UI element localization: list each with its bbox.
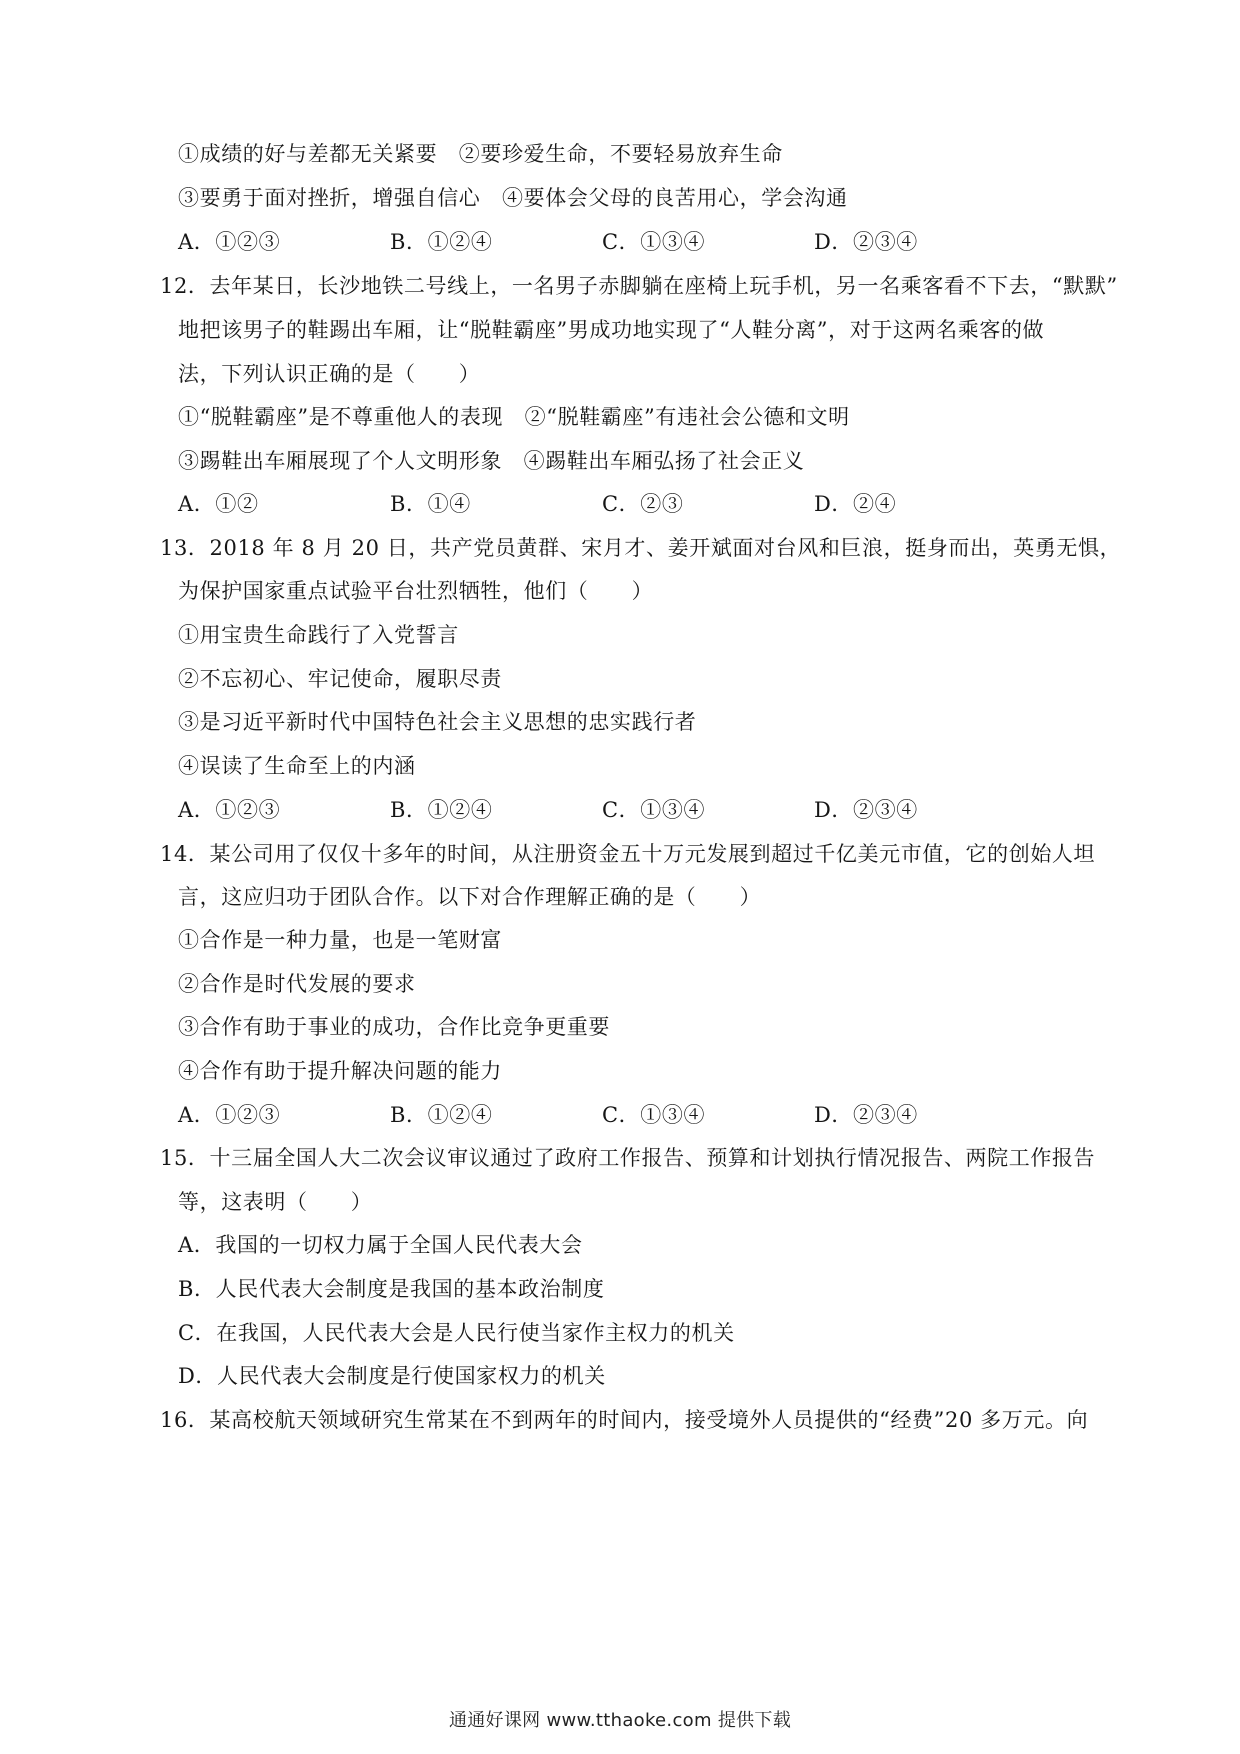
q13-stem-1: 13．2018 年 8 月 20 日，共产党员黄群、宋月才、姜开斌面对台风和巨浪，挺身而出，英勇无惧， — [160, 536, 1122, 560]
q12-option-b: B．①④ — [390, 492, 471, 516]
q15-option-c: C．在我国，人民代表大会是人民行使当家作主权力的机关 — [178, 1321, 735, 1345]
q13-stem-2: 为保护国家重点试验平台壮烈牺牲，他们（ ） — [178, 579, 654, 603]
q14-option-a: A．①②③ — [178, 1103, 281, 1127]
q14-stem-1: 14．某公司用了仅仅十多年的时间，从注册资金五十万元发展到超过千亿美元市值，它的创始人坦 — [160, 842, 1096, 866]
q13-options — [178, 796, 958, 824]
q11-option-c: C．①③④ — [602, 230, 706, 254]
q11-statements-2: ③要勇于面对挫折，增强自信心 ④要体会父母的良苦用心，学会沟通 — [178, 186, 848, 210]
q12-option-a: A．①② — [178, 492, 259, 516]
q15-option-a: A．我国的一切权力属于全国人民代表大会 — [178, 1233, 583, 1257]
q15-stem-1: 15．十三届全国人大二次会议审议通过了政府工作报告、预算和计划执行情况报告、两院工作报告 — [160, 1146, 1096, 1170]
q12-options — [178, 490, 958, 518]
q13-statement-3: ③是习近平新时代中国特色社会主义思想的忠实践行者 — [178, 710, 697, 734]
q15-stem-2: 等，这表明（ ） — [178, 1190, 373, 1214]
q11-options — [178, 228, 958, 256]
q14-option-b: B．①②④ — [390, 1103, 493, 1127]
q12-option-c: C．②③ — [602, 492, 684, 516]
q15-option-b: B．人民代表大会制度是我国的基本政治制度 — [178, 1277, 605, 1301]
q11-option-d: D．②③④ — [814, 230, 918, 254]
q14-statement-4: ④合作有助于提升解决问题的能力 — [178, 1059, 502, 1083]
q13-option-b: B．①②④ — [390, 798, 493, 822]
q15-option-d: D．人民代表大会制度是行使国家权力的机关 — [178, 1364, 606, 1388]
q12-stem-1: 12．去年某日，长沙地铁二号线上，一名男子赤脚躺在座椅上玩手机，另一名乘客看不下去，“默默” — [160, 274, 1118, 298]
q14-option-c: C．①③④ — [602, 1103, 706, 1127]
q13-option-a: A．①②③ — [178, 798, 281, 822]
q12-statements-1: ①“脱鞋霸座”是不尊重他人的表现 ②“脱鞋霸座”有违社会公德和文明 — [178, 405, 850, 429]
q14-stem-2: 言，这应归功于团队合作。以下对合作理解正确的是（ ） — [178, 885, 762, 909]
page-footer: 通通好课网 www.tthaoke.com 提供下载 — [448, 1710, 792, 1731]
q13-option-d: D．②③④ — [814, 798, 918, 822]
q13-option-c: C．①③④ — [602, 798, 706, 822]
q14-option-d: D．②③④ — [814, 1103, 918, 1127]
q16-stem-1: 16．某高校航天领域研究生常某在不到两年的时间内，接受境外人员提供的“经费”20 多万元。向 — [160, 1408, 1089, 1432]
q13-statement-4: ④误读了生命至上的内涵 — [178, 754, 416, 778]
q11-statements-1: ①成绩的好与差都无关紧要 ②要珍爱生命，不要轻易放弃生命 — [178, 142, 783, 166]
q14-statement-2: ②合作是时代发展的要求 — [178, 972, 416, 996]
q12-option-d: D．②④ — [814, 492, 897, 516]
q11-option-b: B．①②④ — [390, 230, 493, 254]
q14-statement-1: ①合作是一种力量，也是一笔财富 — [178, 928, 502, 952]
q12-stem-2: 地把该男子的鞋踢出车厢，让“脱鞋霸座”男成功地实现了“人鞋分离”，对于这两名乘客的做 — [178, 318, 1045, 342]
q12-statements-2: ③踢鞋出车厢展现了个人文明形象 ④踢鞋出车厢弘扬了社会正义 — [178, 449, 805, 473]
q12-stem-3: 法，下列认识正确的是（ ） — [178, 362, 481, 386]
q14-options — [178, 1101, 958, 1129]
q11-option-a: A．①②③ — [178, 230, 281, 254]
q13-statement-2: ②不忘初心、牢记使命，履职尽责 — [178, 667, 502, 691]
q14-statement-3: ③合作有助于事业的成功，合作比竞争更重要 — [178, 1015, 610, 1039]
q13-statement-1: ①用宝贵生命践行了入党誓言 — [178, 623, 459, 647]
